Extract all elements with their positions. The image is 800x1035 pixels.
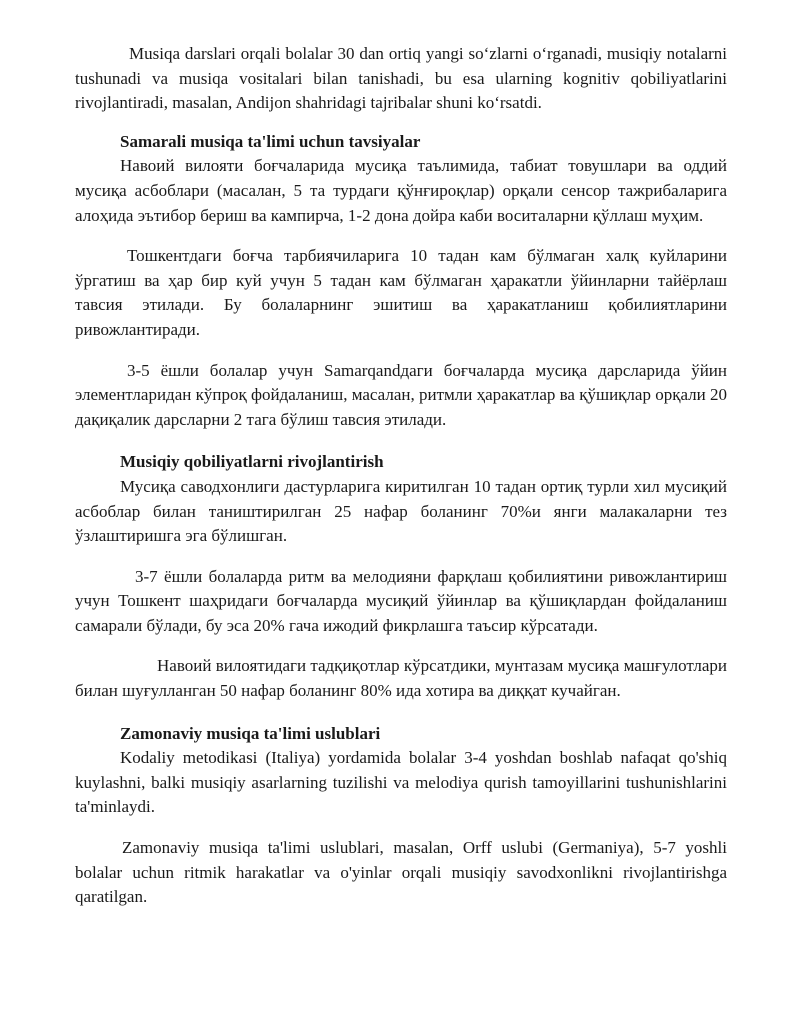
heading-abilities: Musiqiy qobiliyatlarni rivojlantirish xyxy=(120,452,384,472)
paragraph-tashkent-folk: Тошкентдаги боғча тарбиячиларига 10 тадан кам бўлмаган халқ куйларини ўргатиш ва ҳар бир куй учун 5 тадан кам бўлмаган ҳаракатли ўйинларни тайёрлаш тавсия этилади. Бу болаларнинг эшитиш ва ҳаракатланиш қобилиятларини ривожлантиради. xyxy=(75,246,727,339)
heading-modern-methods: Zamonaviy musiqa ta'limi uslublari xyxy=(120,723,381,743)
paragraph-kodaly: Kodaliy metodikasi (Italiya) yordamida bolalar 3-4 yoshdan boshlab nafaqat qo'shiq kuylashni, balki musiqiy asarlarning tuzilishi va melodiya qurish tamoyillarini tushunishlarini ta'minlaydi. xyxy=(75,748,727,817)
paragraph-orff: Zamonaviy musiqa ta'limi uslublari, masalan, Orff uslubi (Germaniya), 5-7 yoshli bolalar uchun ritmik harakatlar va o'yinlar orqali musiqiy savodxonlikni rivojlantirishga qaratilgan. xyxy=(75,838,727,907)
paragraph-rhythm-melody: 3-7 ёшли болаларда ритм ва мелодияни фарқлаш қобилиятини ривожлантириш учун Тошкент шаҳридаги боғчаларда мусиқий ўйинлар ва қўшиқлардан фойдаланиш самарали бўлади, бу эса 20% гача ижодий фикрлашга таъсир кўрсатади. xyxy=(75,566,727,635)
paragraph-samarqand-games: 3-5 ёшли болалар учун Samarqandдаги боғчаларда мусиқа дарсларида ўйин элементларидан кўпроқ фойдаланиш, масалан, ритмли ҳаракатлар ва қўшиқлар орқали 20 дақиқалик дарсларни 2 тага бўлиш тавсия этилади. xyxy=(75,360,727,429)
paragraph-navoi-research: Навоий вилоятидаги тадқиқотлар кўрсатдики, мунтазам мусиқа машғулотлари билан шуғулланган 50 нафар боланинг 80% ида хотира ва диққат кучайган. xyxy=(75,656,727,701)
paragraph-literacy-programs: Мусиқа саводхонлиги дастурларига киритилган 10 тадан ортиқ турли хил мусиқий асбоблар билан таништирилган 25 нафар боланинг 70%и янги малакаларни тез ўзлаштиришга эга бўлишган. xyxy=(75,476,727,546)
heading-recommendations: Samarali musiqa ta'limi uchun tavsiyalar xyxy=(120,131,421,151)
paragraph-intro: Musiqa darslari orqali bolalar 30 dan ortiq yangi so‘zlarni o‘rganadi, musiqiy notalarni tushunadi va musiqa vositalari bilan tanishadi, bu esa ularning kognitiv qobiliyatlarini rivojlantiradi, masalan, Andijon shahridagi tajribalar shuni ko‘rsatdi. xyxy=(75,44,727,113)
paragraph-navoi-sensory: Навоий вилояти боғчаларида мусиқа таълимида, табиат товушлари ва оддий мусиқа асбоблари (масалан, 5 та турдаги қўнғироқлар) орқали сенсор тажрибаларига алоҳида эътибор бериш ва кампирча, 1-2 дона дойра каби воситаларни қўллаш муҳим. xyxy=(75,156,727,225)
